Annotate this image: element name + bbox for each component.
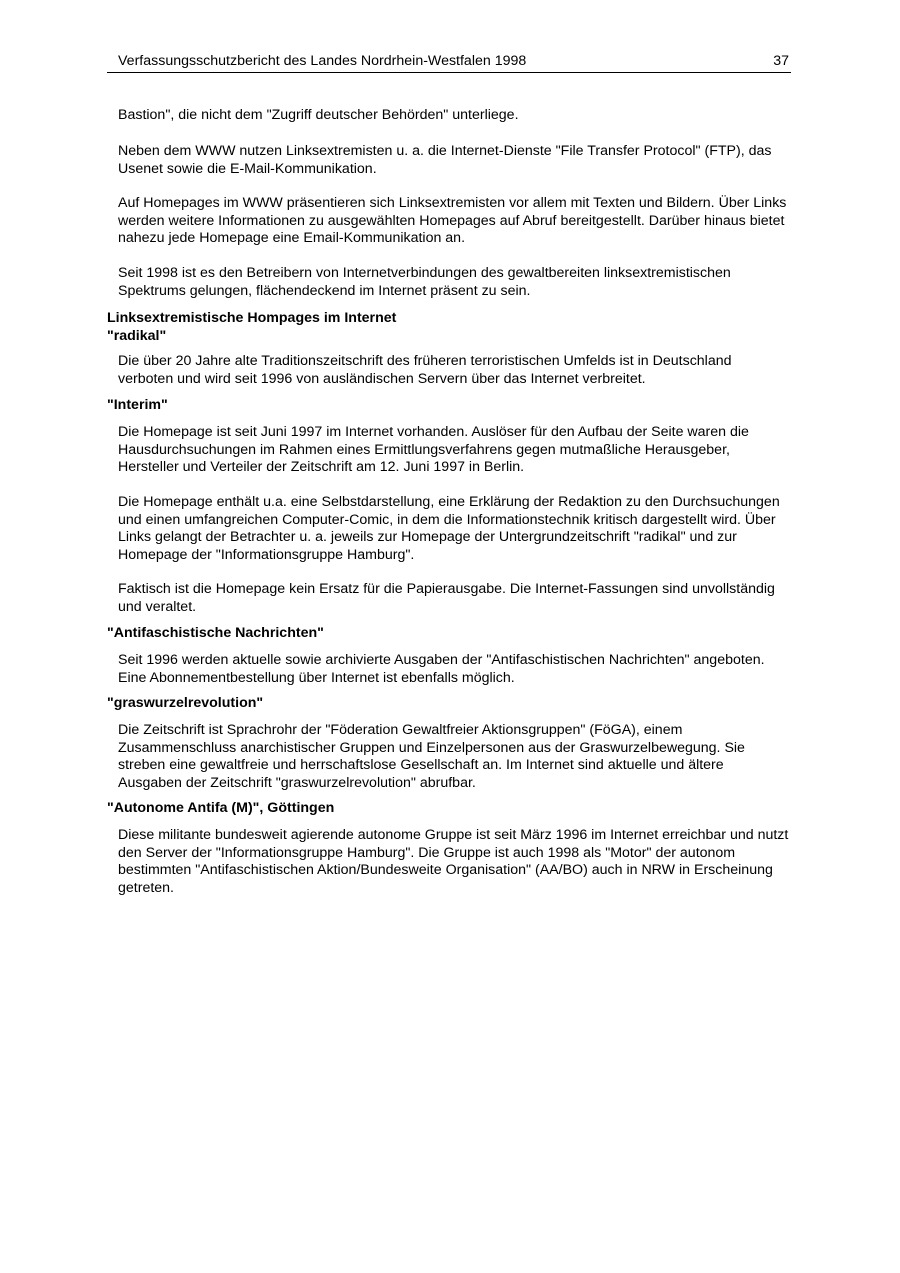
antifa-nachrichten-heading: "Antifaschistische Nachrichten" — [107, 625, 324, 641]
interim-heading: "Interim" — [107, 397, 168, 413]
section-heading-block — [107, 310, 791, 345]
interim-paragraph-2: Die Homepage enthält u.a. eine Selbstdarstellung, eine Erklärung der Redaktion zu den Durchsuchungen und einen umfangreichen Computer-Comic, in dem die Informationstechnik kritisch dargestellt wird. Über Links gelangt der Betrachter u. a. jeweils zur Homepage der Untergrundzeitschrift "radikal" und zur Homepage der "Informationsgruppe Hamburg". — [118, 494, 780, 563]
interim-paragraph-1: Die Homepage ist seit Juni 1997 im Internet vorhanden. Auslöser für den Aufbau der Seite waren die Hausdurchsuchungen im Rahmen eines Ermittlungsverfahrens gegen mutmaßliche Herausgeber, Hersteller und Verteiler der Zeitschrift am 12. Juni 1997 in Berlin. — [118, 424, 749, 475]
section-heading: Linksextremistische Hompages im Internet — [107, 310, 397, 326]
interim-paragraph-3: Faktisch ist die Homepage kein Ersatz für die Papierausgabe. Die Internet-Fassungen sind unvollständig und veraltet. — [118, 581, 775, 615]
autonome-antifa-heading: "Autonome Antifa (M)", Göttingen — [107, 800, 335, 816]
graswurzel-paragraph: Die Zeitschrift ist Sprachrohr der "Föderation Gewaltfreier Aktionsgruppen" (FöGA), einem Zusammenschluss anarchistischer Gruppen und Einzelpersonen aus der Graswurzelbewegung. Sie streben eine gewaltfreie und herrschaftslose Gesellschaft an. Im Internet sind aktuelle und ältere Ausgaben der Zeitschrift "graswurzelrevolution" abrufbar. — [118, 722, 745, 791]
intro-paragraph-2: Neben dem WWW nutzen Linksextremisten u. a. die Internet-Dienste "File Transfer Protocol" (FTP), das Usenet sowie die E-Mail-Kommunikation. — [118, 143, 772, 177]
page-header — [107, 53, 791, 73]
graswurzel-heading: "graswurzelrevolution" — [107, 695, 264, 711]
intro-paragraph-4: Seit 1998 ist es den Betreibern von Internetverbindungen des gewaltbereiten linksextremistischen Spektrums gelungen, flächendeckend im Internet präsent zu sein. — [118, 265, 731, 299]
header-title: Verfassungsschutzbericht des Landes Nordrhein-Westfalen 1998 — [118, 53, 527, 69]
autonome-antifa-paragraph: Diese militante bundesweit agierende autonome Gruppe ist seit März 1996 im Internet erreichbar und nutzt den Server der "Informationsgruppe Hamburg". Die Gruppe ist auch 1998 als "Motor" der autonom bestimmten "Antifaschistischen Aktion/Bundesweite Organisation" (AA/BO) auch in NRW in Erscheinung getreten. — [118, 827, 789, 896]
page-number: 37 — [773, 53, 789, 69]
antifa-nachrichten-paragraph: Seit 1996 werden aktuelle sowie archivierte Ausgaben der "Antifaschistischen Nachrichten" angeboten. Eine Abonnementbestellung über Internet ist ebenfalls möglich. — [118, 652, 765, 686]
intro-paragraph-3: Auf Homepages im WWW präsentieren sich Linksextremisten vor allem mit Texten und Bildern. Über Links werden weitere Informationen zu ausgewählten Homepages auf Abruf bereitgestellt. Darüber hinaus bietet nahezu jede Homepage eine Email-Kommunikation an. — [118, 195, 787, 246]
radikal-heading: "radikal" — [107, 327, 167, 344]
intro-paragraph-1: Bastion", die nicht dem "Zugriff deutscher Behörden" unterliege. — [118, 107, 519, 123]
radikal-paragraph: Die über 20 Jahre alte Traditionszeitschrift des früheren terroristischen Umfelds ist in Deutschland verboten und wird seit 1996 von ausländischen Servern über das Internet verbreitet. — [118, 353, 732, 387]
